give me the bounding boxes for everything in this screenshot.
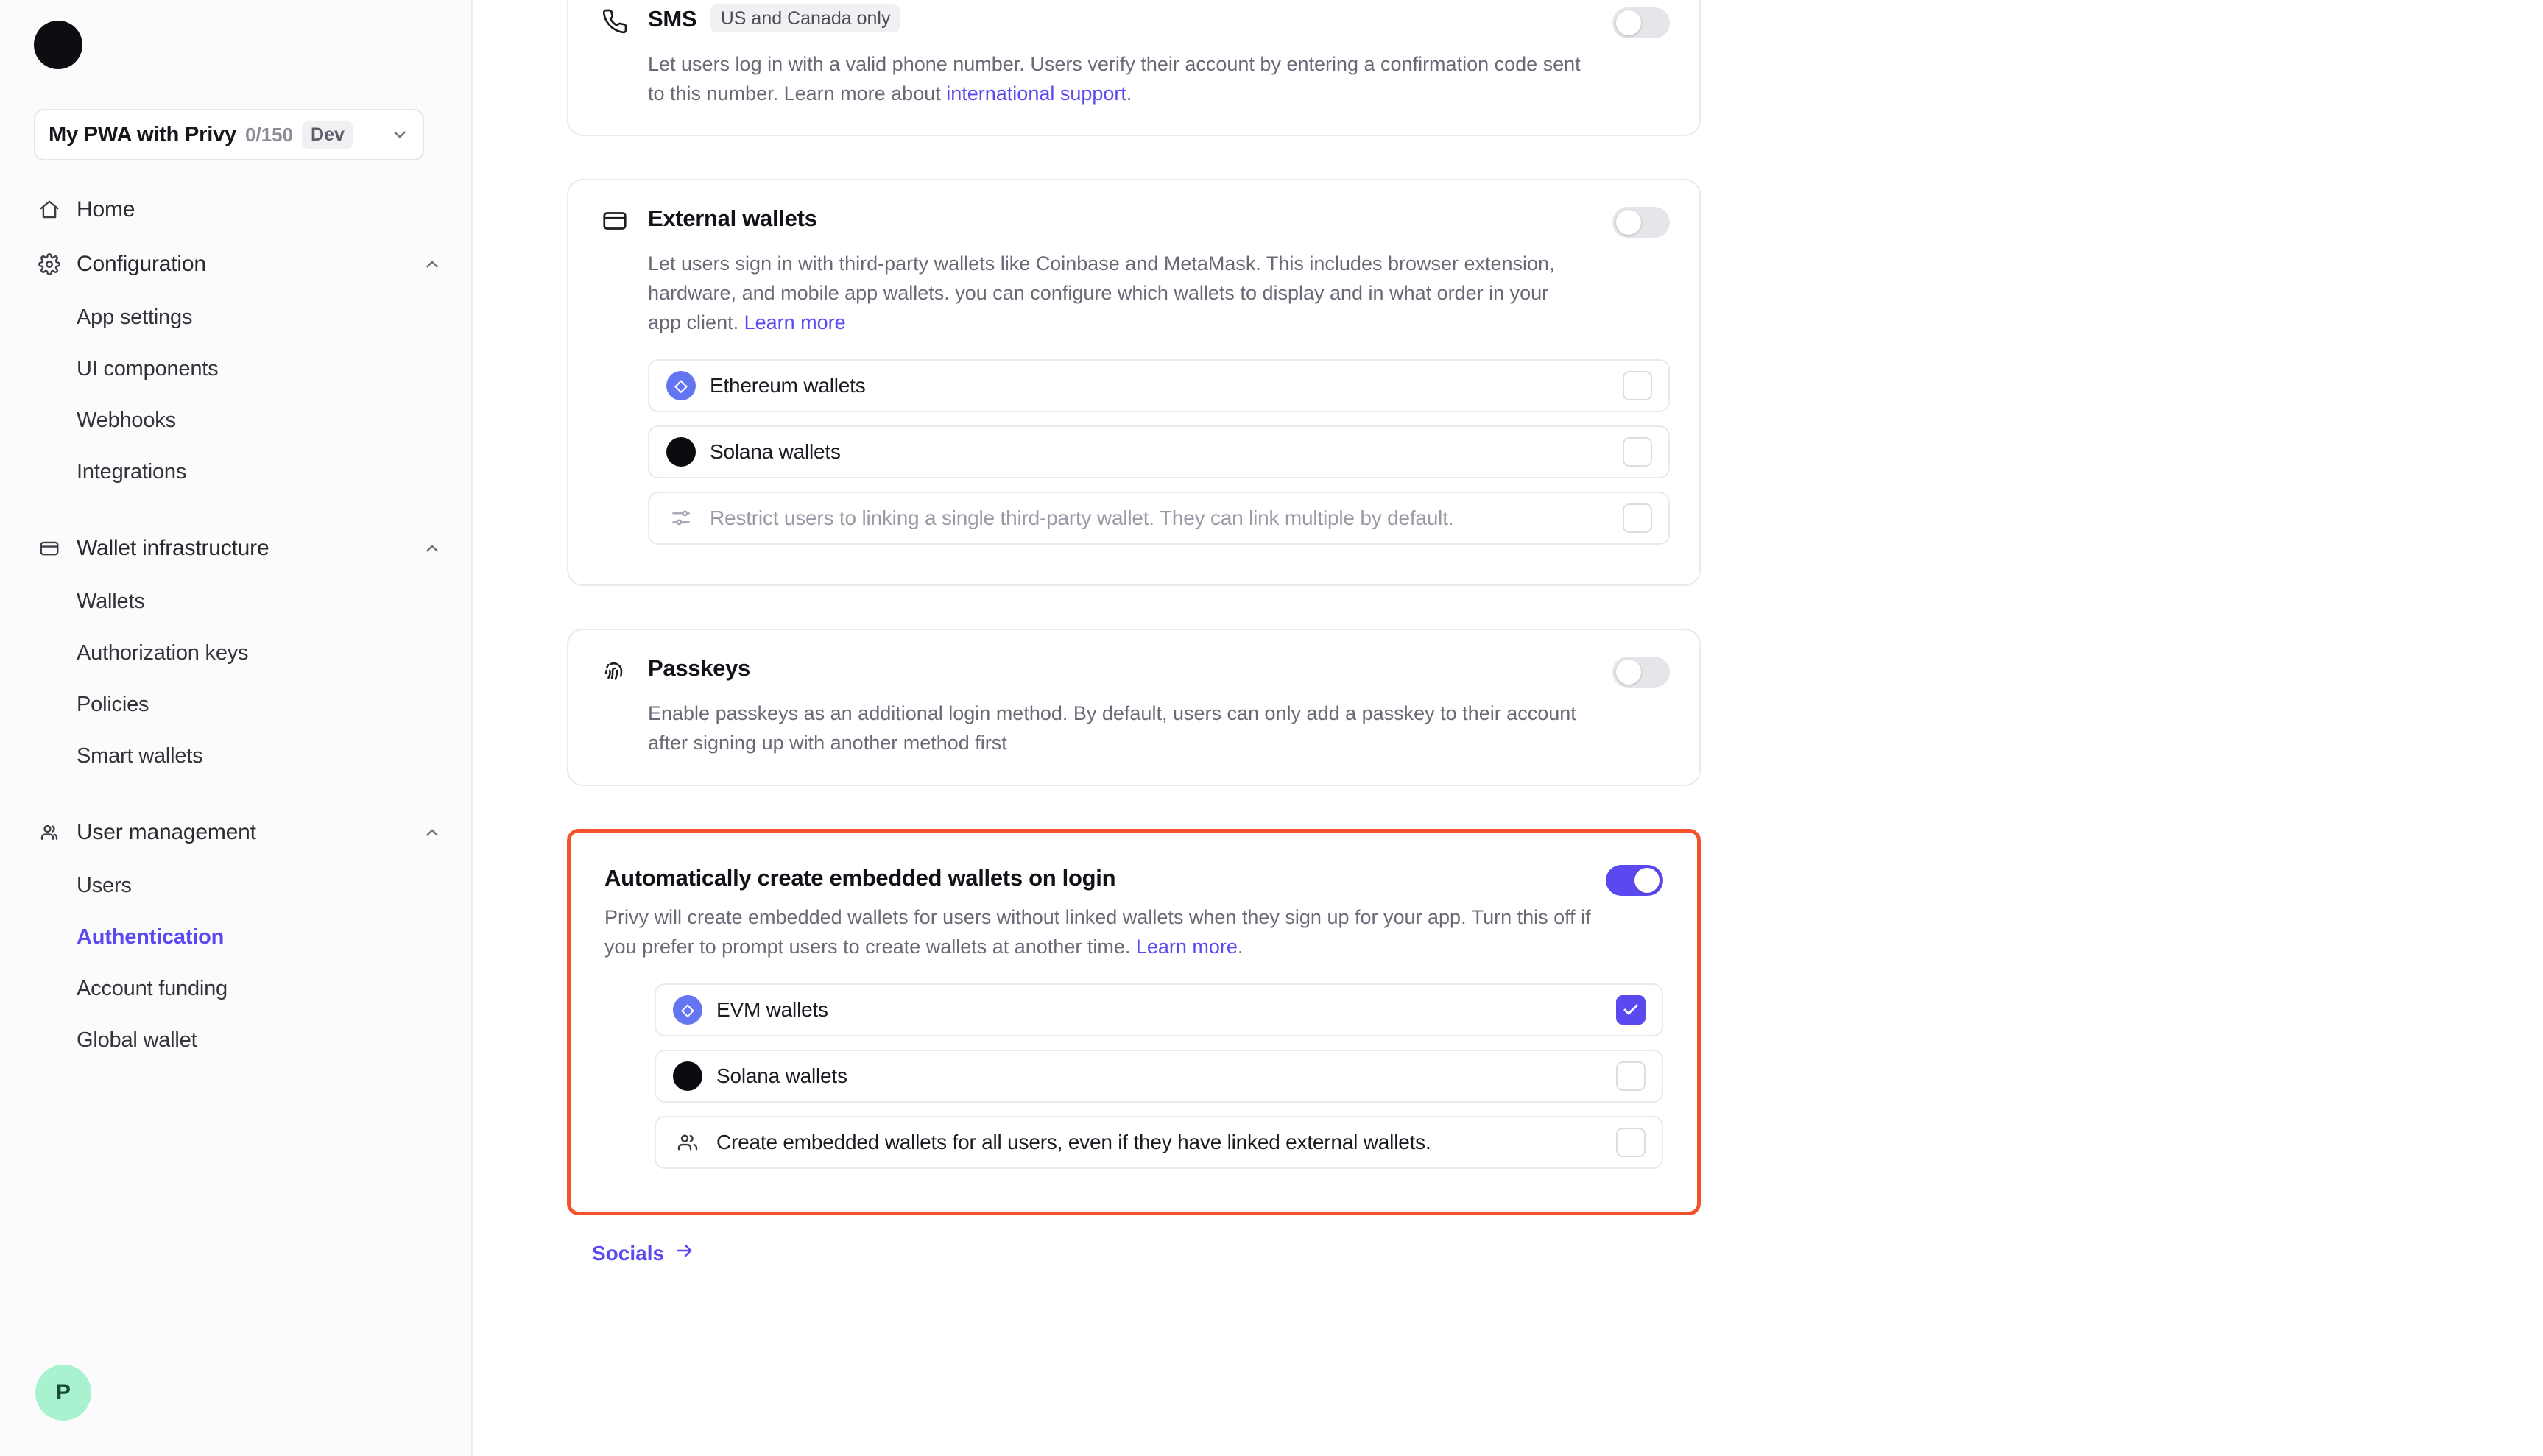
sidebar-item-label: Authorization keys bbox=[77, 640, 249, 665]
solana-icon bbox=[666, 437, 696, 467]
option-label: Solana wallets bbox=[710, 440, 841, 464]
option-label: Solana wallets bbox=[716, 1064, 847, 1088]
card-title: Passkeys bbox=[648, 655, 750, 682]
option-checkbox[interactable] bbox=[1616, 995, 1646, 1025]
toggle-knob bbox=[1634, 868, 1660, 893]
option-solana-wallets[interactable] bbox=[655, 1050, 1663, 1103]
avatar-initial: P bbox=[55, 1380, 71, 1404]
app-switcher[interactable] bbox=[34, 109, 424, 160]
ethereum-badge: ◇ bbox=[673, 995, 702, 1025]
wallet-icon bbox=[37, 537, 62, 559]
settings-list bbox=[567, 0, 1701, 1266]
sidebar-item-ui-components[interactable] bbox=[0, 343, 471, 395]
option-evm-wallets[interactable] bbox=[655, 983, 1663, 1036]
card-badge: US and Canada only bbox=[710, 4, 901, 32]
sidebar-item-label: Users bbox=[77, 873, 132, 897]
card-header bbox=[604, 865, 1663, 891]
card-external-wallets bbox=[567, 179, 1701, 586]
chevron-up-icon bbox=[423, 539, 442, 558]
main-content bbox=[473, 0, 2543, 1456]
external-wallets-options bbox=[648, 359, 1670, 545]
card-description bbox=[604, 903, 1606, 961]
solana-badge bbox=[666, 437, 696, 467]
card-embedded-wallets bbox=[567, 829, 1701, 1215]
brand-logo-icon bbox=[34, 21, 82, 69]
sliders-icon bbox=[666, 503, 696, 534]
solana-badge bbox=[673, 1061, 702, 1091]
sidebar-nav bbox=[0, 183, 471, 1066]
option-checkbox[interactable] bbox=[1616, 1128, 1646, 1157]
ethereum-badge: ◇ bbox=[666, 371, 696, 400]
sidebar-item-authorization-keys[interactable] bbox=[0, 627, 471, 679]
card-description-text: Let users log in with a valid phone number. Users verify their account by entering a confirmation code sent to this number. Learn more about bbox=[648, 53, 1581, 105]
sidebar-item-label: Policies bbox=[77, 692, 149, 716]
option-label: EVM wallets bbox=[716, 998, 828, 1022]
avatar[interactable] bbox=[35, 1365, 91, 1421]
option-label: Restrict users to linking a single third-party wallet. They can link multiple by default. bbox=[710, 506, 1454, 530]
chevron-down-icon bbox=[390, 125, 409, 144]
sidebar-item-integrations[interactable] bbox=[0, 446, 471, 498]
sms-toggle[interactable] bbox=[1612, 7, 1670, 38]
sidebar-item-label: Webhooks bbox=[77, 408, 176, 432]
option-label: Ethereum wallets bbox=[710, 374, 866, 397]
card-header bbox=[598, 6, 1670, 38]
next-section-label: Socials bbox=[592, 1241, 665, 1265]
toggle-knob bbox=[1616, 660, 1641, 685]
sidebar-item-authentication[interactable] bbox=[0, 911, 471, 963]
sidebar-group-label: Wallet infrastructure bbox=[77, 536, 269, 560]
app-switcher-env-badge: Dev bbox=[302, 121, 353, 149]
embedded-wallets-toggle[interactable] bbox=[1606, 865, 1663, 896]
sidebar-item-smart-wallets[interactable] bbox=[0, 730, 471, 782]
sidebar-item-wallets[interactable] bbox=[0, 576, 471, 627]
solana-icon bbox=[672, 1061, 703, 1092]
card-passkeys bbox=[567, 629, 1701, 785]
users-icon bbox=[37, 821, 62, 844]
wallet-icon bbox=[598, 204, 632, 238]
sidebar-item-label: Account funding bbox=[77, 976, 228, 1000]
sidebar-item-webhooks[interactable] bbox=[0, 395, 471, 446]
card-header bbox=[598, 205, 1670, 238]
option-checkbox[interactable] bbox=[1623, 437, 1652, 467]
ethereum-icon bbox=[666, 370, 696, 401]
sidebar-item-label: Home bbox=[77, 197, 135, 222]
card-description-text: Let users sign in with third-party wallets like Coinbase and MetaMask. This includes browser extension, hardware, and mobile app wallets. you can configure which wallets to display and in what order in your app client. bbox=[648, 252, 1555, 333]
toggle-knob bbox=[1616, 10, 1641, 35]
card-description-tail: . bbox=[1126, 82, 1132, 105]
sidebar bbox=[0, 0, 473, 1456]
option-ethereum-wallets[interactable] bbox=[648, 359, 1670, 412]
card-title: SMS bbox=[648, 6, 697, 32]
sidebar-group-label: Configuration bbox=[77, 252, 206, 276]
gear-icon bbox=[37, 253, 62, 275]
card-title: External wallets bbox=[648, 205, 817, 232]
sidebar-item-users[interactable] bbox=[0, 860, 471, 911]
passkeys-toggle[interactable] bbox=[1612, 657, 1670, 688]
sidebar-group-user-management[interactable] bbox=[0, 805, 471, 860]
phone-icon bbox=[598, 4, 632, 38]
users-icon bbox=[672, 1127, 703, 1158]
arrow-right-icon bbox=[674, 1240, 695, 1266]
ethereum-icon bbox=[672, 994, 703, 1025]
sidebar-item-global-wallet[interactable] bbox=[0, 1014, 471, 1066]
sidebar-item-account-funding[interactable] bbox=[0, 963, 471, 1014]
nav-spacer bbox=[0, 498, 471, 521]
home-icon bbox=[37, 199, 62, 221]
nav-spacer bbox=[0, 782, 471, 805]
card-sms bbox=[567, 0, 1701, 136]
sidebar-item-label: UI components bbox=[77, 356, 219, 381]
option-create-for-all-users[interactable] bbox=[655, 1116, 1663, 1169]
sidebar-item-label: Integrations bbox=[77, 459, 187, 484]
app-switcher-name: My PWA with Privy bbox=[49, 122, 236, 146]
embedded-wallets-options bbox=[655, 983, 1663, 1169]
sidebar-item-label: Global wallet bbox=[77, 1028, 197, 1052]
sidebar-item-label: App settings bbox=[77, 305, 193, 329]
learn-more-link[interactable]: Learn more bbox=[744, 311, 846, 333]
card-description-text: Privy will create embedded wallets for users without linked wallets when they sign up for your app. Turn this off if you prefer to prompt users to create wallets at another time. bbox=[604, 905, 1591, 958]
option-solana-wallets[interactable] bbox=[648, 425, 1670, 478]
sidebar-item-label: Wallets bbox=[77, 589, 145, 613]
international-support-link[interactable]: international support bbox=[946, 82, 1126, 105]
option-checkbox[interactable] bbox=[1623, 503, 1652, 533]
sidebar-item-policies[interactable] bbox=[0, 679, 471, 730]
card-description-tail: . bbox=[1237, 935, 1244, 958]
option-restrict-single-wallet[interactable] bbox=[648, 492, 1670, 545]
card-description bbox=[648, 50, 1583, 108]
external-wallets-toggle[interactable] bbox=[1612, 207, 1670, 238]
learn-more-link[interactable]: Learn more bbox=[1135, 935, 1238, 958]
card-description: Enable passkeys as an additional login method. By default, users can only add a passkey to their account after signing up with another method first bbox=[648, 702, 1576, 754]
option-checkbox[interactable] bbox=[1623, 371, 1652, 400]
toggle-knob bbox=[1616, 210, 1641, 235]
sidebar-group-wallet-infrastructure[interactable] bbox=[0, 521, 471, 576]
card-header bbox=[598, 655, 1670, 688]
sidebar-item-home[interactable] bbox=[0, 183, 471, 237]
option-label: Create embedded wallets for all users, even if they have linked external wallets. bbox=[716, 1131, 1431, 1154]
card-description bbox=[648, 250, 1583, 337]
card-title: Automatically create embedded wallets on login bbox=[604, 864, 1116, 891]
chevron-up-icon bbox=[423, 255, 442, 274]
fingerprint-icon bbox=[598, 654, 632, 688]
sidebar-group-configuration[interactable] bbox=[0, 237, 471, 291]
sidebar-item-label: Authentication bbox=[77, 925, 225, 949]
app-switcher-count: 0/150 bbox=[244, 123, 294, 146]
sidebar-group-label: User management bbox=[77, 820, 256, 844]
chevron-up-icon bbox=[423, 823, 442, 842]
sidebar-item-app-settings[interactable] bbox=[0, 291, 471, 343]
option-checkbox[interactable] bbox=[1616, 1061, 1646, 1091]
next-section-link[interactable] bbox=[592, 1240, 1701, 1266]
sidebar-item-label: Smart wallets bbox=[77, 743, 203, 768]
